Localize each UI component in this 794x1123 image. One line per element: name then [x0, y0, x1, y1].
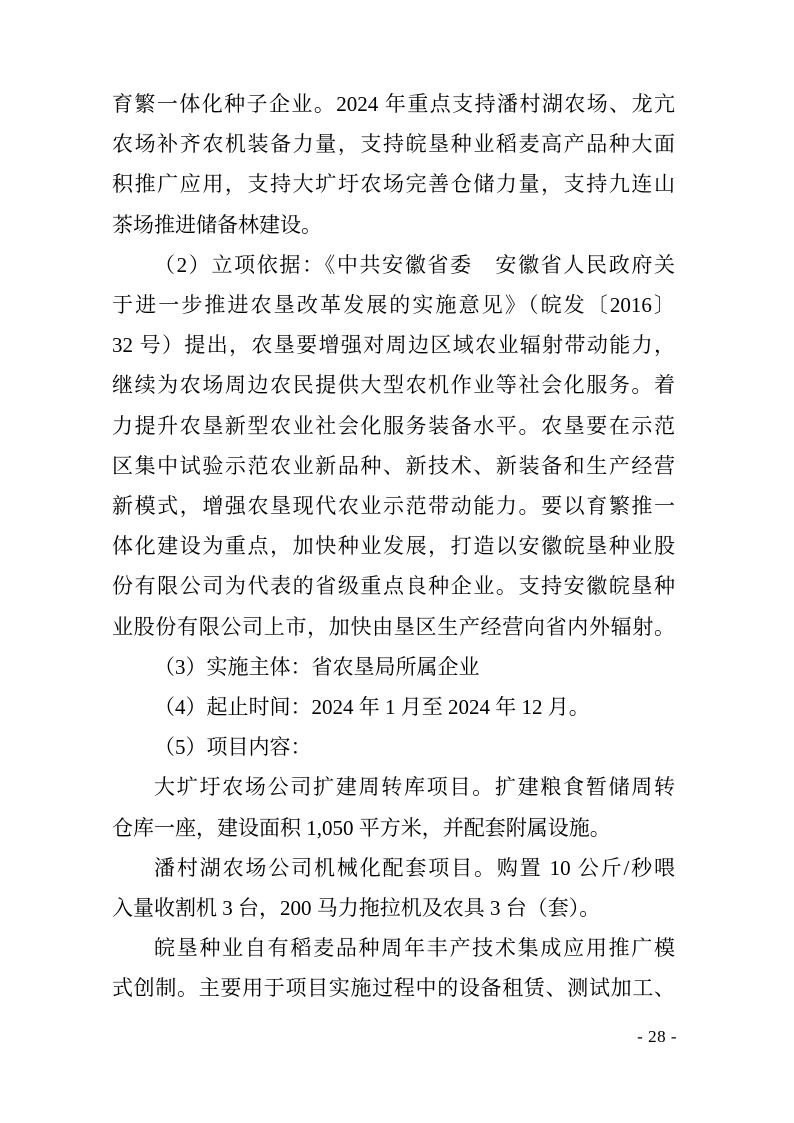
- text-line: 业股份有限公司上市，加快由垦区生产经营向省内外辐射。: [112, 614, 675, 639]
- text-line: 力提升农垦新型农业社会化服务装备水平。农垦要在示范: [112, 413, 675, 438]
- text-line: 仓库一座，建设面积 1,050 平方米，并配套附属设施。: [112, 815, 611, 840]
- text-line: 份有限公司为代表的省级重点良种企业。支持安徽皖垦种: [112, 574, 675, 599]
- text-line: 农场补齐农机装备力量，支持皖垦种业稻麦高产品种大面: [112, 132, 675, 157]
- text-line: （3）实施主体：省农垦局所属企业: [154, 654, 480, 679]
- document-body: [112, 84, 675, 1009]
- text-line: 茶场推进储备林建设。: [112, 212, 322, 237]
- text-line: 体化建设为重点，加快种业发展，打造以安徽皖垦种业股: [112, 534, 675, 559]
- text-line: 育繁一体化种子企业。2024 年重点支持潘村湖农场、龙亢: [112, 92, 675, 116]
- text-line: 32 号）提出，农垦要增强对周边区域农业辐射带动能力，: [112, 333, 675, 358]
- text-line: 式创制。主要用于项目实施过程中的设备租赁、测试加工、: [112, 976, 675, 1001]
- text-line: （2）立项依据：《中共安徽省委 安徽省人民政府关: [154, 252, 675, 277]
- text-line: （4）起止时间：2024 年 1 月至 2024 年 12 月。: [154, 695, 590, 720]
- text-line: 区集中试验示范农业新品种、新技术、新装备和生产经营: [112, 453, 675, 478]
- text-line: 新模式，增强农垦现代农业示范带动能力。要以育繁推一: [112, 494, 675, 519]
- text-line: 潘村湖农场公司机械化配套项目。购置 10 公斤/秒喂: [154, 855, 675, 880]
- text-line: 继续为农场周边农民提供大型农机作业等社会化服务。着: [112, 373, 675, 398]
- text-line: 入量收割机 3 台，200 马力拖拉机及农具 3 台（套）。: [112, 896, 601, 921]
- text-line: 皖垦种业自有稻麦品种周年丰产技术集成应用推广模: [154, 936, 675, 961]
- text-line: 积推广应用，支持大圹圩农场完善仓储力量，支持九连山: [112, 172, 675, 197]
- text-line: 于进一步推进农垦改革发展的实施意见》（皖发〔2016〕: [112, 293, 675, 318]
- text-line: 大圹圩农场公司扩建周转库项目。扩建粮食暂储周转: [154, 775, 675, 800]
- text-line: （5）项目内容：: [154, 735, 312, 760]
- page-number: - 28 -: [637, 1027, 677, 1046]
